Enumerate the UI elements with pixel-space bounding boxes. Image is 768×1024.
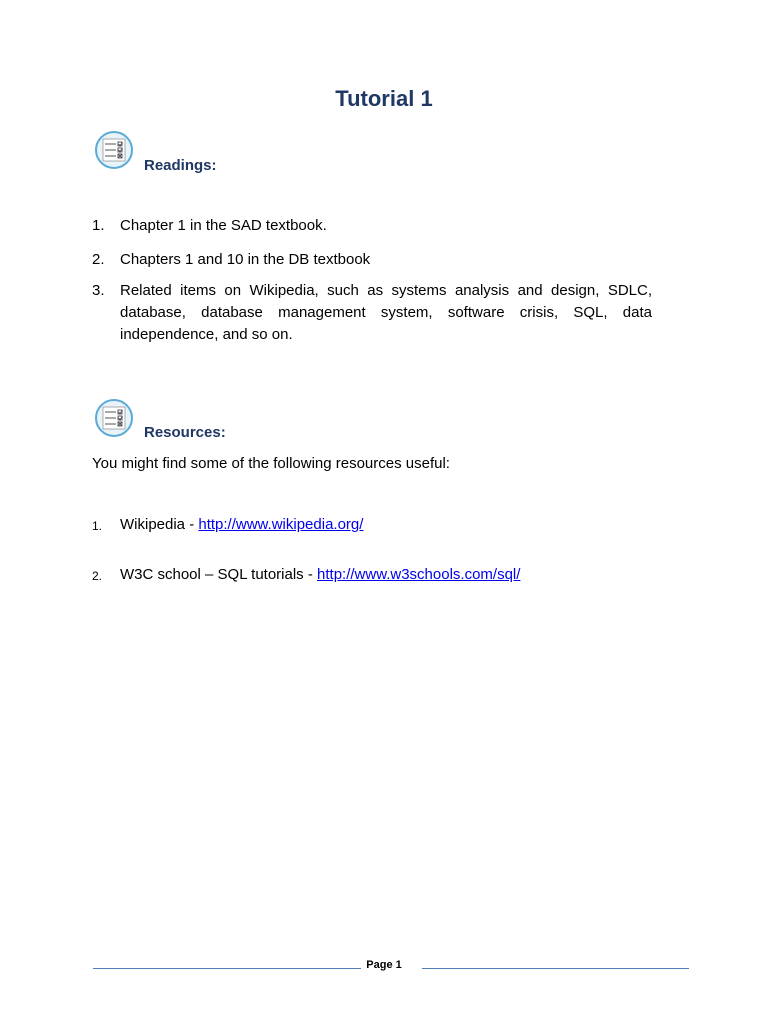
readings-heading: Readings: xyxy=(144,157,217,174)
resources-heading: Resources: xyxy=(144,424,226,441)
resource-label: Wikipedia - xyxy=(120,516,199,533)
list-text xyxy=(120,514,652,536)
wikipedia-link[interactable]: http://www.wikipedia.org/ xyxy=(198,516,364,533)
page-title: Tutorial 1 xyxy=(335,86,433,111)
footer-rule-right xyxy=(422,968,689,969)
page-number: Page 1 xyxy=(366,959,402,971)
list-number: 2. xyxy=(92,251,105,268)
list-text xyxy=(120,564,652,586)
list-number: 1. xyxy=(92,519,103,533)
checklist-icon xyxy=(94,130,134,170)
list-number: 3. xyxy=(92,282,105,299)
resources-intro: You might find some of the following resources useful: xyxy=(92,455,450,472)
list-text: Chapter 1 in the SAD textbook. xyxy=(120,217,327,234)
list-text: Chapters 1 and 10 in the DB textbook xyxy=(120,251,371,268)
list-item xyxy=(92,280,652,346)
list-text: Related items on Wikipedia, such as systems analysis and design, SDLC, database, database management system, software crisis, SQL, data independence, and so on. xyxy=(120,282,652,343)
list-number: 1. xyxy=(92,217,105,234)
w3schools-link[interactable]: http://www.w3schools.com/sql/ xyxy=(317,566,521,583)
list-number: 2. xyxy=(92,569,103,583)
checklist-icon xyxy=(94,398,134,438)
resource-label: W3C school – SQL tutorials - xyxy=(120,566,318,583)
